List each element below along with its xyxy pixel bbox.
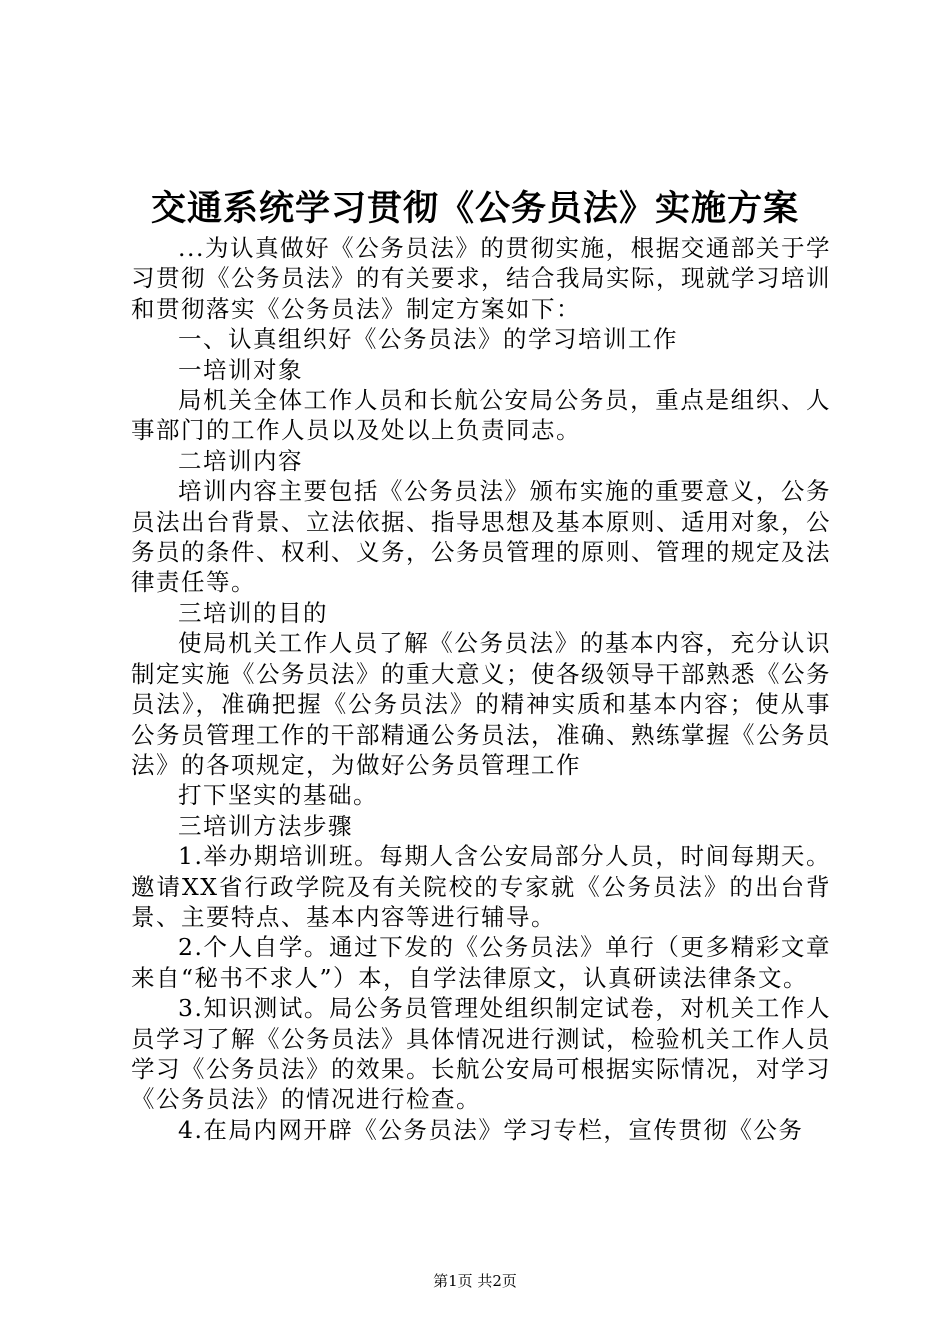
paragraph-intro: ...为认真做好《公务员法》的贯彻实施，根据交通部关于学习贯彻《公务员法》的有关要求，结合我局实际，现就学习培训和贯彻落实《公务员法》制定方案如下： [131, 234, 831, 323]
paragraph-training-content: 培训内容主要包括《公务员法》颁布实施的重要意义，公务员法出台背景、立法依据、指导思想及基本原则、适用对象，公务员的条件、权利、义务，公务员管理的原则、管理的规定及法律责任等。 [131, 477, 831, 597]
document-title: 交通系统学习贯彻《公务员法》实施方案 [150, 189, 799, 229]
paragraph-training-purpose: 使局机关工作人员了解《公务员法》的基本内容，充分认识制定实施《公务员法》的重大意义；使各级领导干部熟悉《公务员法》，准确把握《公务员法》的精神实质和基本内容；使从事公务员管理工作的干部精通公务员法，准确、熟练掌握《公务员法》的各项规定，为做好公务员管理工作 [131, 629, 831, 779]
subheading-training-purpose: 三培训的目的 [178, 598, 328, 627]
subheading-training-content: 二培训内容 [178, 446, 303, 475]
paragraph-training-purpose-end: 打下坚实的基础。 [178, 781, 378, 810]
paragraph-training-target: 局机关全体工作人员和长航公安局公务员，重点是组织、人事部门的工作人员以及处以上负责同志。 [131, 386, 831, 445]
paragraph-step-2: 2.个人自学。通过下发的《公务员法》单行（更多精彩文章来自“秘书不求人”）本，自学法律原文，认真研读法律条文。 [131, 933, 831, 992]
section-heading-1: 一、认真组织好《公务员法》的学习培训工作 [178, 325, 678, 354]
paragraph-step-1: 1.举办期培训班。每期人含公安局部分人员，时间每期天。邀请XX省行政学院及有关院校的专家就《公务员法》的出台背景、主要特点、基本内容等进行辅导。 [131, 842, 831, 931]
paragraph-step-4: 4.在局内网开辟《公务员法》学习专栏，宣传贯彻《公务 [178, 1115, 804, 1144]
subheading-training-target: 一培训对象 [178, 355, 303, 384]
paragraph-step-3: 3.知识测试。局公务员管理处组织制定试卷，对机关工作人员学习了解《公务员法》具体情况进行测试，检验机关工作人员学习《公务员法》的效果。长航公安局可根据实际情况，对学习《公务员法》的情况进行检查。 [131, 994, 831, 1114]
document-body [131, 233, 831, 1145]
subheading-training-method: 三培训方法步骤 [178, 811, 353, 840]
page-footer: 第1页 共2页 [433, 1272, 517, 1290]
